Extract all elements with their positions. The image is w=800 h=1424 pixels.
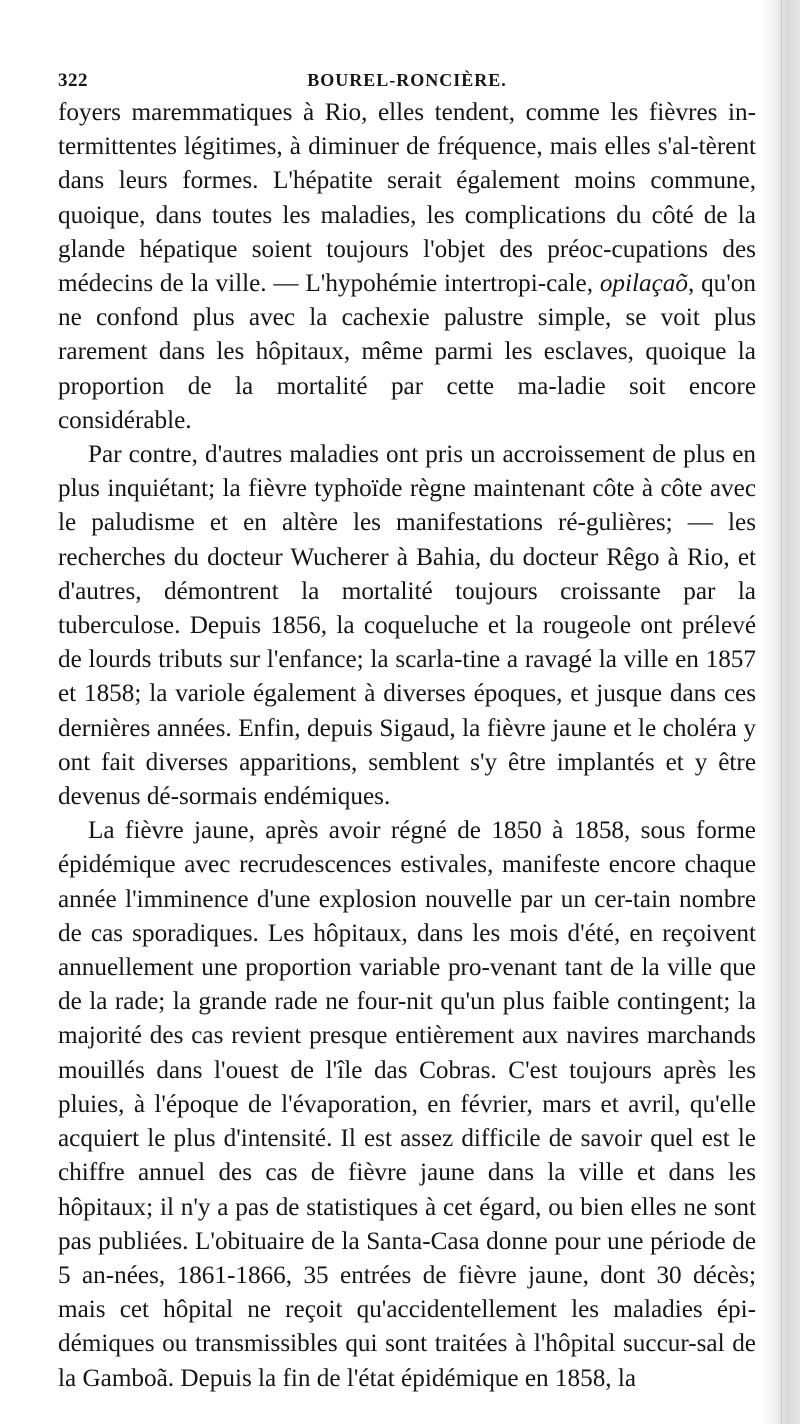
paragraph-1-text: foyers maremmatiques à Rio, elles tendent, comme les fièvres in-termittentes légitimes, à diminuer de fréquence, mais elles s'al-tèrent dans leurs formes. L'hépatite serait également moins commune, quoique, dans toutes les maladies, les complications du côté de la glande hépatique soient toujours l'objet des préoc-cupations des médecins de la ville. — L'hypohémie intertropi-cale, xyxy=(58,99,756,298)
book-page xyxy=(58,62,756,1396)
paragraph-2: Par contre, d'autres maladies ont pris un accroissement de plus en plus inquiétant; la fièvre typhoïde règne maintenant côte à côte avec le paludisme et en altère les manifestations ré-gulières; — les recherches du docteur Wucherer à Bahia, du docteur Rêgo à Rio, et d'autres, démontrent la mortalité toujours croissante par la tuberculose. Depuis 1856, la coqueluche et la rougeole ont prélevé de lourds tributs sur l'enfance; la scarla-tine a ravagé la ville en 1857 et 1858; la variole également à diverses époques, et jusque dans ces dernières années. Enfin, depuis Sigaud, la fièvre jaune et le choléra y ont fait diverses apparitions, semblent s'y être implantés et y être devenus dé-sormais endémiques. xyxy=(58,441,756,811)
paragraph-3: La fièvre jaune, après avoir régné de 1850 à 1858, sous forme épidémique avec recrudescences estivales, manifeste encore chaque année l'imminence d'une explosion nouvelle par un cer-tain nombre de cas sporadiques. Les hôpitaux, dans les mois d'été, en reçoivent annuellement une proportion variable pro-venant tant de la ville que de la rade; la grande rade ne four-nit qu'un plus faible contingent; la majorité des cas revient presque entièrement aux navires marchands mouillés dans l'ouest de l'île das Cobras. C'est toujours après les pluies, à l'époque de l'évaporation, en février, mars et avril, qu'elle acquiert le plus d'intensité. Il est assez difficile de savoir quel est le chiffre annuel des cas de fièvre jaune dans la ville et dans les hôpitaux; il n'y a pas de statistiques à cet égard, ou bien elles ne sont pas publiées. L'obituaire de la Santa-Casa donne pour une période de 5 an-nées, 1861-1866, 35 entrées de fièvre jaune, dont 30 décès; mais cet hôpital ne reçoit qu'accidentellement les maladies épi-démiques ou transmissibles qui sont traitées à l'hôpital succur-sal de la Gamboã. Depuis la fin de l'état épidémique en 1858, la xyxy=(58,817,756,1392)
paragraph-1 xyxy=(58,96,756,438)
page-number: 322 xyxy=(58,70,88,91)
body-text xyxy=(58,96,756,1396)
running-head xyxy=(58,62,756,96)
page-edge xyxy=(760,0,800,1424)
paragraph-1-text-after: , qu'on ne confond plus avec la cachexie palustre simple, se voit plus rarement dans les hôpitaux, même parmi les esclaves, quoique la proportion de la mortalité par cette ma-ladie soit encore considérable. xyxy=(58,270,756,434)
page-edge-line xyxy=(781,0,782,1424)
running-title: BOUREL-RONCIÈRE. xyxy=(307,70,507,90)
paragraph-1-emphasis: opilaçaõ xyxy=(599,270,688,298)
